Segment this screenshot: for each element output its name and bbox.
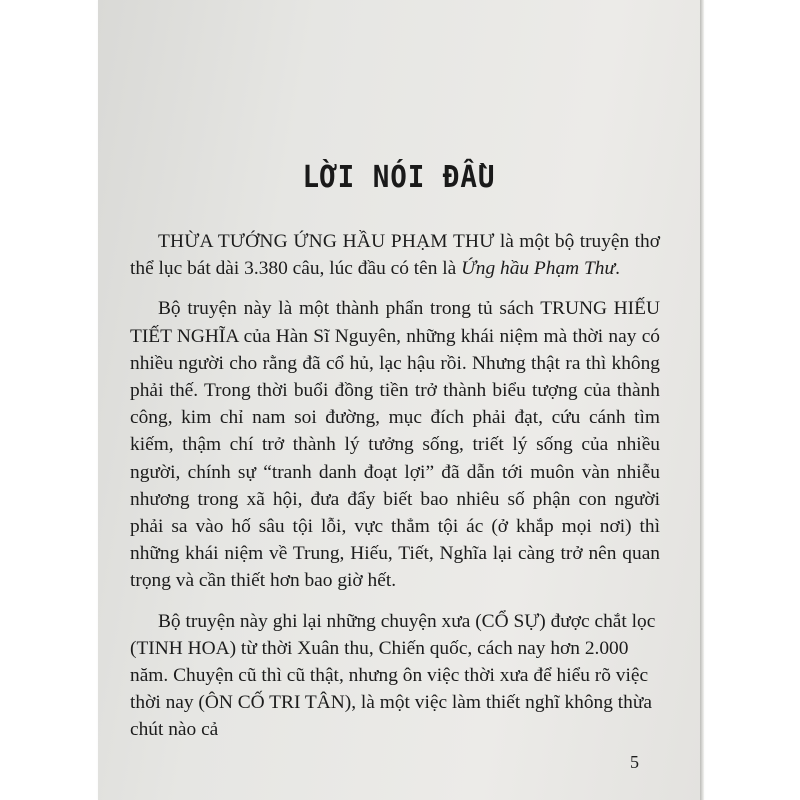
original-title-italic: Ứng hầu Phạm Thư <box>461 258 616 280</box>
page-title: LỜI NÓI ĐẦU <box>302 160 496 195</box>
paragraph-1-text: là một bộ truyện thơ thể lục bát dài 3.380 câu, lúc đầu có tên là <box>130 231 660 280</box>
book-title-caps: THỪA TƯỚNG ỨNG HẦU PHẠM THƯ <box>158 231 495 252</box>
paragraph-3: Bộ truyện này ghi lại những chuyện xưa (CỔ SỰ) được chắt lọc (TINH HOA) từ thời Xuân thu, Chiến quốc, cách nay hơn 2.000 năm. Chuyện cũ thì cũ thật, nhưng ôn việc thời xưa để hiểu rõ việc thời nay (ÔN CỐ TRI TÂN), là một việc làm thiết nghĩ không thừa chút nào cả <box>130 610 656 741</box>
body-text <box>130 228 660 757</box>
page-number: 5 <box>630 752 639 772</box>
paragraph-2: Bộ truyện này là một thành phẩn trong tủ sách TRUNG HIẾU TIẾT NGHĨA của Hàn Sĩ Nguyên, những khái niệm mà thời nay có nhiều người cho rằng đã cổ hủ, lạc hậu rồi. Nhưng thật ra thì không phải thế. Trong thời buổi đồng tiền trở thành biểu tượng của thành công, kim chỉ nam soi đường, mục đích phải đạt, cứu cánh tìm kiếm, thậm chí trở thành lý tưởng sống, triết lý sống của nhiều người, chính sự “tranh danh đoạt lợi” đã dẫn tới muôn vàn nhiễu nhương trong xã hội, đưa đẩy biết bao nhiêu số phận con người phải sa vào hố sâu tội lỗi, vực thẳm tội ác (ở khắp mọi nơi) thì những khái niệm về Trung, Hiếu, Tiết, Nghĩa lại càng trở nên quan trọng và cần thiết hơn bao giờ hết. <box>130 298 660 592</box>
paragraph-1 <box>130 228 660 282</box>
page-edge <box>700 0 704 800</box>
paragraph-1-end: . <box>615 258 620 280</box>
